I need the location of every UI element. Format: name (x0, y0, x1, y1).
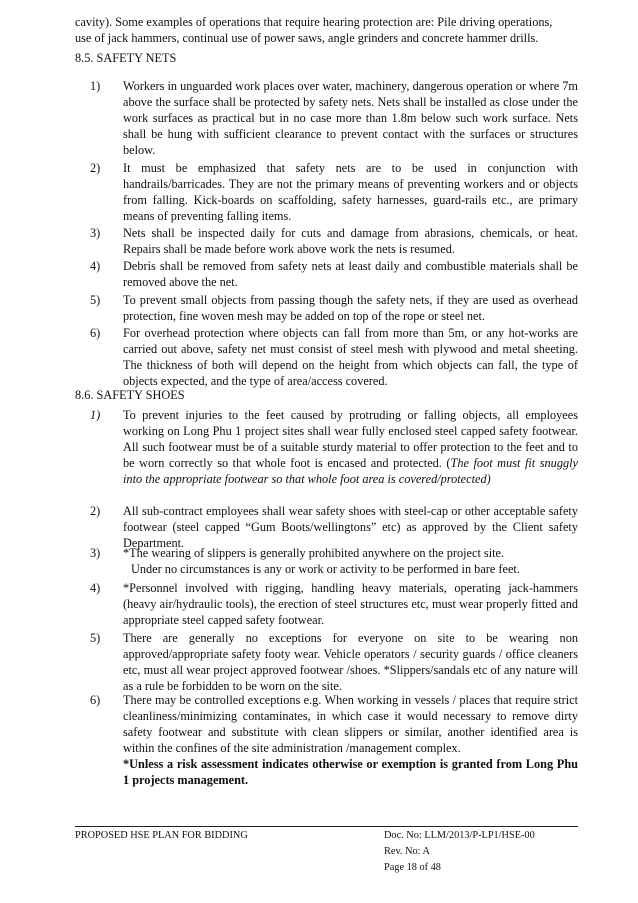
list-item-text-line-2: Under no circumstances is any or work or activity to be performed in bare feet. (131, 562, 520, 576)
footer-doc-no: Doc. No: LLM/2013/P-LP1/HSE-00 (384, 830, 535, 841)
list-item-number: 3) (90, 546, 101, 560)
list-item-text: *Personnel involved with rigging, handling heavy materials, operating jack-hammers (heavy air/hydraulic tools), the erection of steel structures etc, must wear properly fitted and appropriate steel capped safety footwear. (123, 581, 578, 627)
intro-line-2: use of jack hammers, continual use of power saws, angle grinders and concrete hammer drills. (75, 31, 539, 45)
list-item-text: There may be controlled exceptions e.g. When working in vessels / places that require strict cleanliness/minimizing contaminates, in which case it would necessary to remove dirty safety footwear and substitute with clean slippers or similar, another identified area is within the confines of the site administration /management complex. (123, 693, 578, 755)
list-item-text-main: To prevent injuries to the feet caused by protruding or falling objects, all employees working on Long Phu 1 project sites shall wear fully enclosed steel capped safety footwear. All such footwear must be of a suitable sturdy material to offer protection to the feet and to be worn correctly so that whole foot is encased and protected. ( (123, 408, 578, 470)
list-item-text: It must be emphasized that safety nets are to be used in conjunction with handrails/barricades. They are not the primary means of preventing workers and or objects from falling. Kick-boards on scaffolding, safety harnesses, guard-rails etc., are primary means of preventing falling items. (123, 161, 578, 223)
list-item-number: 5) (90, 631, 101, 645)
section-heading-safety-nets: 8.5. SAFETY NETS (75, 51, 177, 65)
list-item-text: Workers in unguarded work places over water, machinery, dangerous operation or where 7m above the surface shall be protected by safety nets. Nets shall be installed as close under the work surfaces as practical but in no case more than 1.8m below such work surface. Nets shall be hung with sufficient clearance to prevent contact with the surfaces or structures below. (123, 79, 578, 157)
list-item-text: For overhead protection where objects can fall from more than 5m, or any hot-works are carried out above, safety net must consist of steel mesh with plywood and metal sheeting. The thickness of both will depend on the height from which objects can fall, the type of objects expected, and the type of area/access covered. (123, 326, 578, 388)
list-item-text: There are generally no exceptions for everyone on site to be wearing non approved/appropriate safety footy wear. Vehicle operators / security guards / office cleaners etc, must all wear project approved footwear /shoes. *Slippers/sandals etc of any nature will as a rule be forbidden to be worn on the site. (123, 631, 578, 693)
list-item-number: 2) (90, 161, 101, 175)
list-item-number: 6) (90, 326, 101, 340)
list-item-text: To prevent small objects from passing though the safety nets, if they are used as overhead protection, fine woven mesh may be added on top of the rope or steel net. (123, 293, 578, 323)
list-item-number: 4) (90, 581, 101, 595)
list-item-number: 1) (90, 79, 101, 93)
intro-line-1: cavity). Some examples of operations that require hearing protection are: Pile driving operations, (75, 15, 553, 29)
list-item-text: Debris shall be removed from safety nets at least daily and combustible materials shall be removed above the net. (123, 259, 578, 289)
footer-divider (75, 826, 578, 827)
list-item-text (123, 407, 578, 487)
footer-page-number: Page 18 of 48 (384, 862, 441, 873)
section-heading-safety-shoes: 8.6. SAFETY SHOES (75, 388, 185, 402)
list-item-number: 2) (90, 504, 101, 518)
list-item-text: All sub-contract employees shall wear safety shoes with steel-cap or other acceptable safety footwear (steel capped “Gum Boots/wellingtons” etc) as approved by the Client safety Department. (123, 504, 578, 550)
list-item-number: 6) (90, 693, 101, 707)
footer-rev-no: Rev. No: A (384, 846, 430, 857)
list-item-number: 5) (90, 293, 101, 307)
footer-title: PROPOSED HSE PLAN FOR BIDDING (75, 830, 248, 841)
list-item-text-italic: The foot must fit snuggly into the appropriate footwear so that whole foot area is covered/protected) (123, 456, 578, 486)
list-item-text: Nets shall be inspected daily for cuts and damage from abrasions, chemicals, or heat. Repairs shall be made before work above work the nets is resumed. (123, 226, 578, 256)
list-item-text (123, 545, 578, 577)
list-item-text-line-1: *The wearing of slippers is generally prohibited anywhere on the project site. (123, 546, 505, 560)
list-item-number: 4) (90, 259, 101, 273)
list-item-number: 1) (90, 408, 101, 422)
list-item-number: 3) (90, 226, 101, 240)
bold-note: *Unless a risk assessment indicates otherwise or exemption is granted from Long Phu 1 projects management. (123, 757, 578, 787)
